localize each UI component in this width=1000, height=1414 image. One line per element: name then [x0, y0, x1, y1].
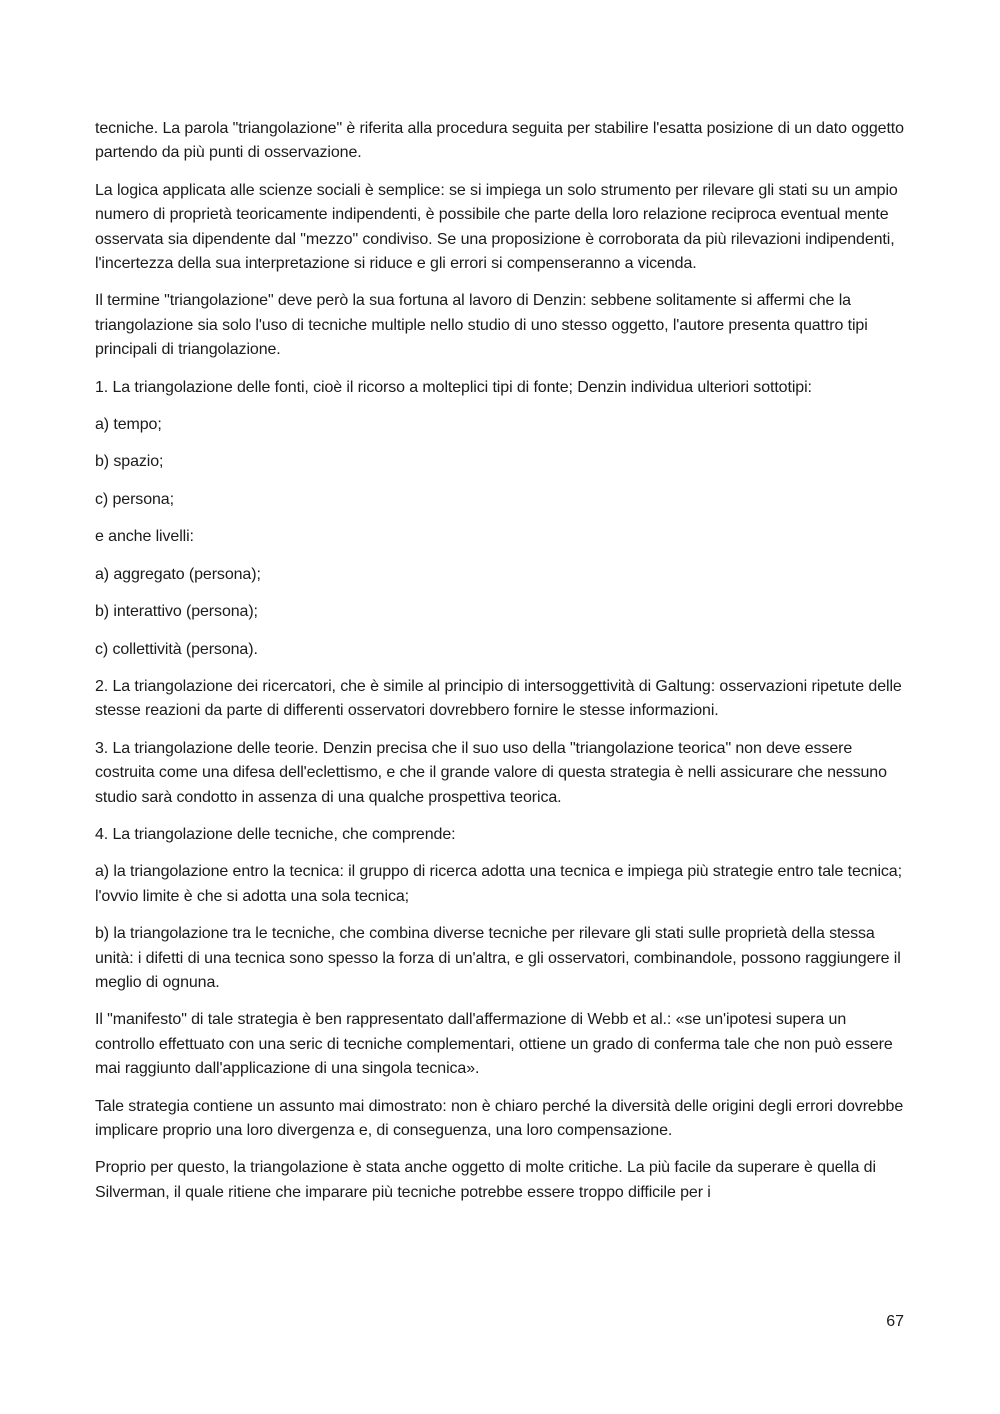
- list-item-sources: 1. La triangolazione delle fonti, cioè il ricorso a molteplici tipi di fonte; Denzin individua ulteriori sottotipi:: [95, 378, 812, 396]
- list-item-within-technique: a) la triangolazione entro la tecnica: il gruppo di ricerca adotta una tecnica e impiega più strategie entro tale tecnica; l'ovvio limite è che si adotta una sola tecnica;: [95, 863, 902, 905]
- list-item-space: b) spazio;: [95, 453, 164, 471]
- list-item-techniques: 4. La triangolazione delle tecniche, che comprende:: [95, 825, 456, 843]
- paragraph-criticism: Proprio per questo, la triangolazione è stata anche oggetto di molte critiche. La più facile da superare è quella di Silverman, il quale ritiene che imparare più tecniche potrebbe essere troppo difficile per i: [95, 1159, 876, 1201]
- list-item-aggregate: a) aggregato (persona);: [95, 565, 261, 583]
- paragraph-assumption: Tale strategia contiene un assunto mai dimostrato: non è chiaro perché la diversità delle origini degli errori dovrebbe implicare proprio una loro divergenza e, di conseguenza, una loro compensazione.: [95, 1097, 904, 1139]
- list-item-person: c) persona;: [95, 490, 174, 508]
- paragraph-logic: La logica applicata alle scienze sociali è semplice: se si impiega un solo strumento per rilevare gli stati su un ampio numero di proprietà teoricamente indipendenti, è possibile che parte della loro relazione reciproca eventual mente osservata sia dipendente dal "mezzo" condiviso. Se una proposizione è corroborata da più rilevazioni indipendenti, l'incertezza della sua interpretazione si riduce e gli errori si compenseranno a vicenda.: [95, 181, 898, 273]
- paragraph-denzin: Il termine "triangolazione" deve però la sua fortuna al lavoro di Denzin: sebbene solitamente si affermi che la triangolazione sia solo l'uso di tecniche multiple nello studio di uno stesso oggetto, l'autore presenta quattro tipi principali di triangolazione.: [95, 292, 868, 359]
- paragraph-levels: e anche livelli:: [95, 528, 194, 546]
- list-item-between-techniques: b) la triangolazione tra le tecniche, che combina diverse tecniche per rilevare gli stati sulle proprietà della stessa unità: i difetti di una tecnica sono spesso la forza di un'altra, e gli osservatori, combinandole, possono raggiungere il meglio di ognuna.: [95, 925, 901, 991]
- page-number: 67: [886, 1313, 904, 1330]
- list-item-researchers: 2. La triangolazione dei ricercatori, che è simile al principio di intersoggettività di Galtung: osservazioni ripetute delle stesse reazioni da parte di differenti osservatori dovrebbero fornire le stesse informazioni.: [95, 677, 902, 720]
- list-item-theories: 3. La triangolazione delle teorie. Denzin precisa che il suo uso della "triangolazione teorica" non deve essere costruita come una difesa dell'eclettismo, e che il grande valore di questa strategia è nelli assicurare che nessuno studio sarà condotto in assenza di una qualche prospettiva teorica.: [95, 739, 887, 806]
- paragraph-manifesto: Il "manifesto" di tale strategia è ben rappresentato dall'affermazione di Webb et al.: «se un'ipotesi supera un controllo effettuato con una seric di tecniche complementari, ottiene un grado di conferma tale che non può essere mai raggiunto dall'applicazione di una singola tecnica».: [95, 1011, 893, 1078]
- paragraph-intro: tecniche. La parola "triangolazione" è riferita alla procedura seguita per stabilire l'esatta posizione di un dato oggetto partendo da più punti di osservazione.: [95, 120, 904, 162]
- list-item-collectivity: c) collettività (persona).: [95, 640, 258, 658]
- page-body: [95, 117, 907, 1218]
- list-item-interactive: b) interattivo (persona);: [95, 603, 258, 621]
- list-item-time: a) tempo;: [95, 416, 162, 434]
